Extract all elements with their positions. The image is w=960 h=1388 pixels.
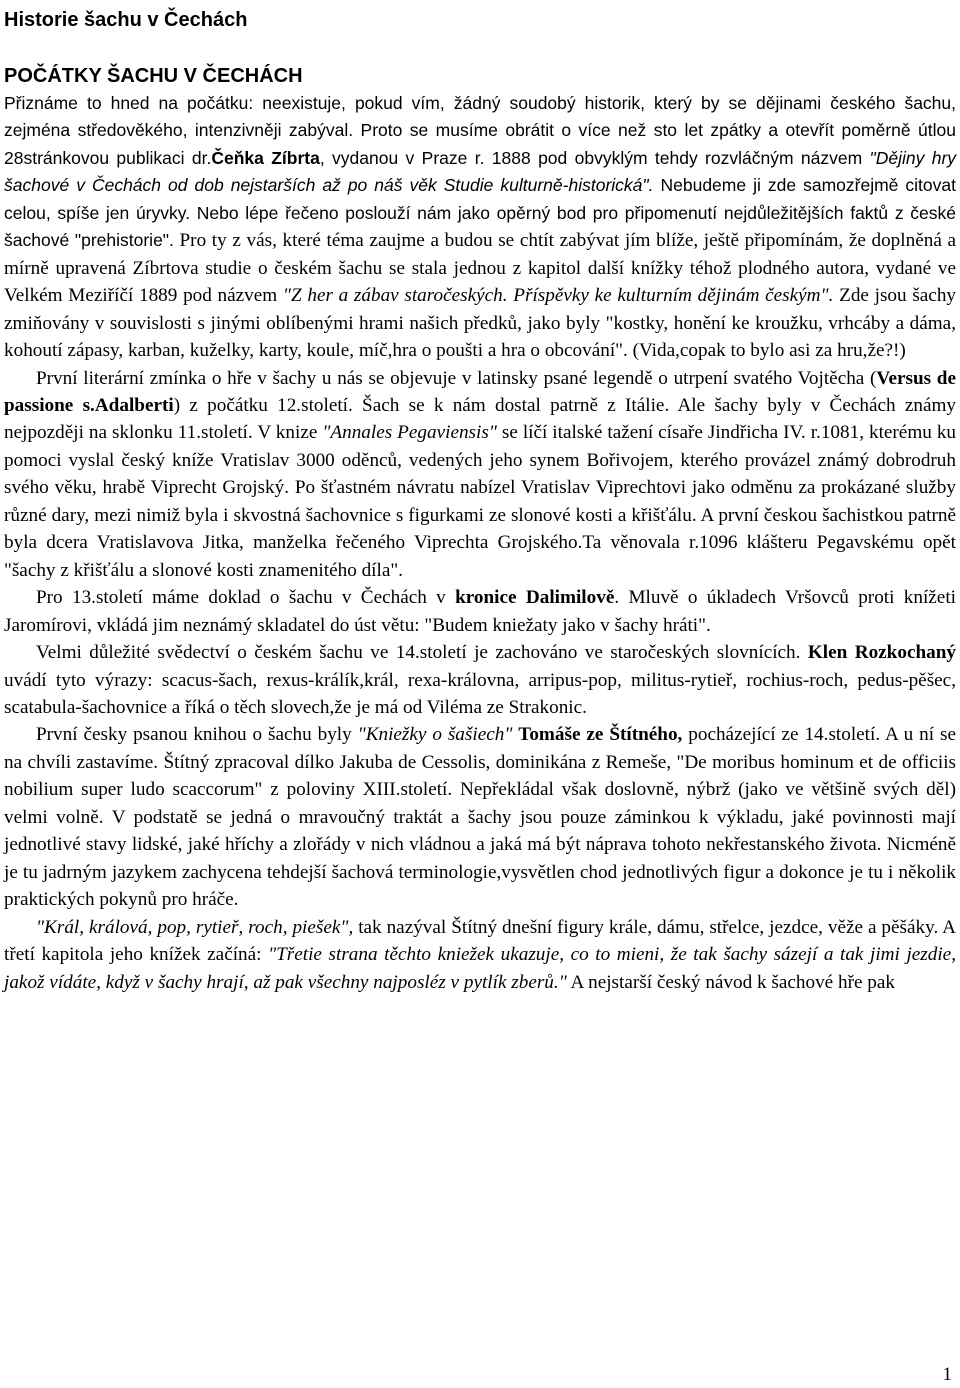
section-title: POČÁTKY ŠACHU V ČECHÁCH <box>4 65 303 87</box>
text-run: První česky psanou knihou o šachu byly <box>36 724 358 746</box>
text-run: . Mluvě o úkladech Vršovců proti knížeti Jaromírovi, vkládá jim neznámý skladatel do úst větu: "Budem kniežaty jako v šachy hráti". <box>4 587 956 636</box>
text-run: "Kniežky o šašiech" <box>357 724 513 746</box>
document-body <box>4 90 956 996</box>
text-run: Pro 13.století máme doklad o šachu v Čechách v <box>36 587 456 609</box>
text-run: uvádí tyto výrazy: scacus-šach, rexus-králík,král, rexa-královna, arripus-pop, militus-rytieř, rochius-roch, pedus-pěšec, scatabula-šachovnice a říká o těch slovech,že je má od Viléma ze Strakonic. <box>4 669 956 718</box>
text-run: "Z her a zábav staročeských. Příspěvky ke kulturním dějinám českým". <box>282 285 834 307</box>
text-run: se líčí italské tažení císaře Jindřicha IV. r.1081, kterému ku pomoci vyslal český kníže Vratislav 3000 oděnců, vedených jeho synem Bořivojem, kterého provázel známý dobrodruh svého věku, hrabě Viprecht Grojský. Po šťastném návratu nabízel Vratislav Viprechtovi jako odměnu za prokázané služby různé dary, mezi nimiž byla i skvostná šachovnice s figurkami ze slonové kosti a křišťálu. A první českou šachistkou patrně byla dcera Vratislavova Jitka, manželka řečeného Viprechta Grojského.Ta věnovala r.1096 klášteru Pegavskému opět "šachy z křišťálu a slonové kosti znamenitého díla". <box>4 422 957 581</box>
text-run: "Král, králová, pop, rytieř, roch, piešek", <box>36 916 354 938</box>
text-run: A nejstarší český návod k šachové hře pak <box>566 971 895 993</box>
paragraph <box>4 90 956 365</box>
page-number: 1 <box>942 1364 952 1385</box>
paragraph <box>4 914 956 996</box>
document-title: Historie šachu v Čechách <box>4 9 248 31</box>
paragraph <box>4 639 956 721</box>
text-run: Pro ty z vás, které téma zaujme a budou se chtít zabývat jím blíže, ještě připomínám, že doplněná a mírně upravená Zíbrtova studie o českém šachu se stala jednou z kapitol další knížky téhož plodného autora, vydané ve Velkém Meziříčí 1889 pod názvem <box>4 230 956 307</box>
text-run: Tomáše ze Štítného, <box>518 724 683 746</box>
text-run: "Annales Pegaviensis" <box>322 422 497 444</box>
text-run: Přiznáme to hned na počátku: neexistuje, pokud vím, žádný soudobý historik, který by se dějinami českého šachu, zejména středověkého, intenzivněji zabýval. Proto se musíme obrátit o více než sto let zpátky a otevřít poměrně útlou 28stránkovou publikaci dr. <box>4 93 956 168</box>
text-run: První literární zmínka o hře v šachy u nás se objevuje v latinsky psané legendě o utrpení svatého Vojtěcha ( <box>36 367 877 389</box>
text-run: Zde jsou šachy zmiňovány v souvislosti s jinými oblíbenými hrami našich předků, jako byly "kostky, honění ke kroužku, vrhcáby a dáma, kohoutí zápasy, karban, kuželky, karty, koule, míč,hra o poušti a hra o obcování". (Vida,copak to bylo asi za hru,že?!) <box>4 285 957 362</box>
paragraph <box>4 584 956 639</box>
paragraph <box>4 721 956 913</box>
text-run: kronice Dalimilově <box>455 587 615 609</box>
text-run: "Třetie strana těchto kniežek ukazuje, co to mieni, že tak šachy sázejí a tak jimi jezdie, jakož vídáte, když v šachy hrají, až pak všechny najposléz v pytlík zberů." <box>4 944 956 993</box>
text-run: Versus de passione s.Adalberti <box>4 367 956 416</box>
text-run: Velmi důležité svědectví o českém šachu ve 14.století je zachováno ve staročeských slovnících. <box>36 642 808 664</box>
text-run: Nebudeme ji zde samozřejmě citovat celou, spíše jen úryvky. Nebo lépe řečeno poslouží nám jako opěrný bod pro připomenutí nejdůležitějších faktů z české šachové "prehistorie". <box>4 175 956 251</box>
text-run: Čeňka Zíbrta <box>211 147 320 168</box>
paragraph <box>4 365 956 585</box>
text-run: pocházející ze 14.století. A u ní se na chvíli zastavíme. Štítný zpracoval dílko Jakuba de Cessolis, dominikána z Remeše, "De moribus hominum et de officiis nobilium super ludo scaccorum" z poloviny XIII.století. Nepřekládal však doslovně, nýbrž (jako ve většině svých děl) velmi volně. V podstatě se jedná o mravoučný traktát a šachy jsou pouze záminkou k výkladu, jaké povinnosti mají jednotlivé stavy lidské, jaké hříchy a zlořády v nich vládnou a jaká má být náprava tohoto nekřestanského života. Nicméně je tu jadrným jazykem zachycena tehdejší šachová terminologie,vysvětlen chod jednotlivých figur a dokonce je tu i několik praktických pokynů pro hráče. <box>4 724 956 911</box>
text-run: tak nazýval Štítný dnešní figury krále, dámu, střelce, jezdce, věže a pěšáky. A třetí kapitola jeho knížek začíná: <box>4 916 956 966</box>
text-run: "Dějiny hry šachové v Čechách od dob nejstarších až po náš věk Studie kulturně-historická". <box>4 147 957 196</box>
text-run: , vydanou v Praze r. 1888 pod obvyklým tehdy rozvláčným názvem <box>319 147 870 168</box>
text-run: ) z počátku 12.století. Šach se k nám dostal patrně z Itálie. Ale šachy byly v Čechách známy nejpozději na sklonku 11.století. V knize <box>4 394 956 444</box>
text-run: Klen Rozkochaný <box>807 642 956 664</box>
